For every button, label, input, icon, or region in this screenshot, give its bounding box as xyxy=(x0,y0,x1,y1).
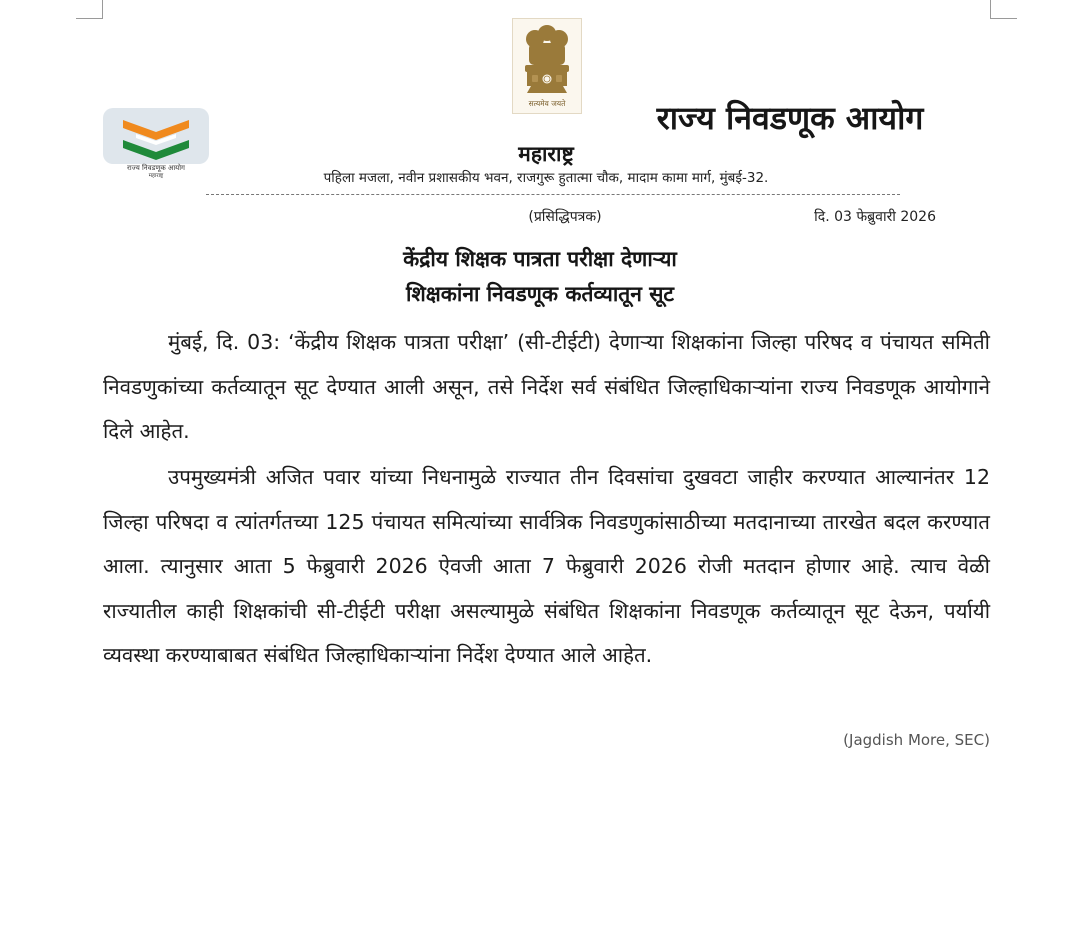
state-name: महाराष्ट्र xyxy=(518,142,574,166)
logo-caption-title: राज्य निवडणूक आयोग xyxy=(127,164,185,172)
state-emblem xyxy=(512,18,582,114)
page-corner-mark-left xyxy=(76,0,103,19)
office-address: पहिला मजला, नवीन प्रशासकीय भवन, राजगुरू हुतात्मा चौक, मादाम कामा मार्ग, मुंबई-32. xyxy=(323,170,769,186)
logo-caption-state: महाराष्ट्र xyxy=(148,173,164,179)
commission-title: राज्य निवडणूक आयोग xyxy=(656,99,924,137)
tick-logo-icon xyxy=(103,108,209,164)
commission-logo xyxy=(103,108,209,164)
signature: (Jagdish More, SEC) xyxy=(843,731,990,749)
headline-line-1: केंद्रीय शिक्षक पात्रता परीक्षा देणाऱ्या xyxy=(403,247,677,271)
body-paragraph-2: उपमुख्यमंत्री अजित पवार यांच्या निधनामुळे राज्यात तीन दिवसांचा दुखवटा जाहीर करण्यात आल्यानंतर 12 जिल्हा परिषदा व त्यांतर्गतच्या 125 पंचायत समित्यांच्या सार्वत्रिक निवडणुकांसाठीच्या मतदानाच्या तारखेत बदल करण्यात आला. त्यानुसार आता 5 फेब्रुवारी 2026 ऐवजी आता 7 फेब्रुवारी 2026 रोजी मतदान होणार आहे. त्याच वेळी राज्यातील काही शिक्षकांची सी-टीईटी परीक्षा असल्यामुळे संबंधित शिक्षकांना निवडणूक कर्तव्यातून सूट देऊन, पर्यायी व्यवस्था करण्याबाबत संबंधित जिल्हाधिकाऱ्यांना निर्देश देण्यात आले आहेत. xyxy=(103,465,990,668)
page-corner-mark-right xyxy=(990,0,1017,19)
header-divider xyxy=(206,194,900,195)
release-type: (प्रसिद्धिपत्रक) xyxy=(528,209,602,225)
release-date: दि. 03 फेब्रुवारी 2026 xyxy=(814,209,936,225)
body-paragraph-1: मुंबई, दि. 03: ‘केंद्रीय शिक्षक पात्रता परीक्षा’ (सी-टीईटी) देणाऱ्या शिक्षकांना जिल्हा परिषद व पंचायत समिती निवडणुकांच्या कर्तव्यातून सूट देण्यात आली असून, तसे निर्देश सर्व संबंधित जिल्हाधिकाऱ्यांना राज्य निवडणूक आयोगाने दिले आहेत. xyxy=(103,330,990,444)
headline-line-2: शिक्षकांना निवडणूक कर्तव्यातून सूट xyxy=(406,282,674,306)
emblem-motto: सत्यमेव जयते xyxy=(528,99,566,108)
